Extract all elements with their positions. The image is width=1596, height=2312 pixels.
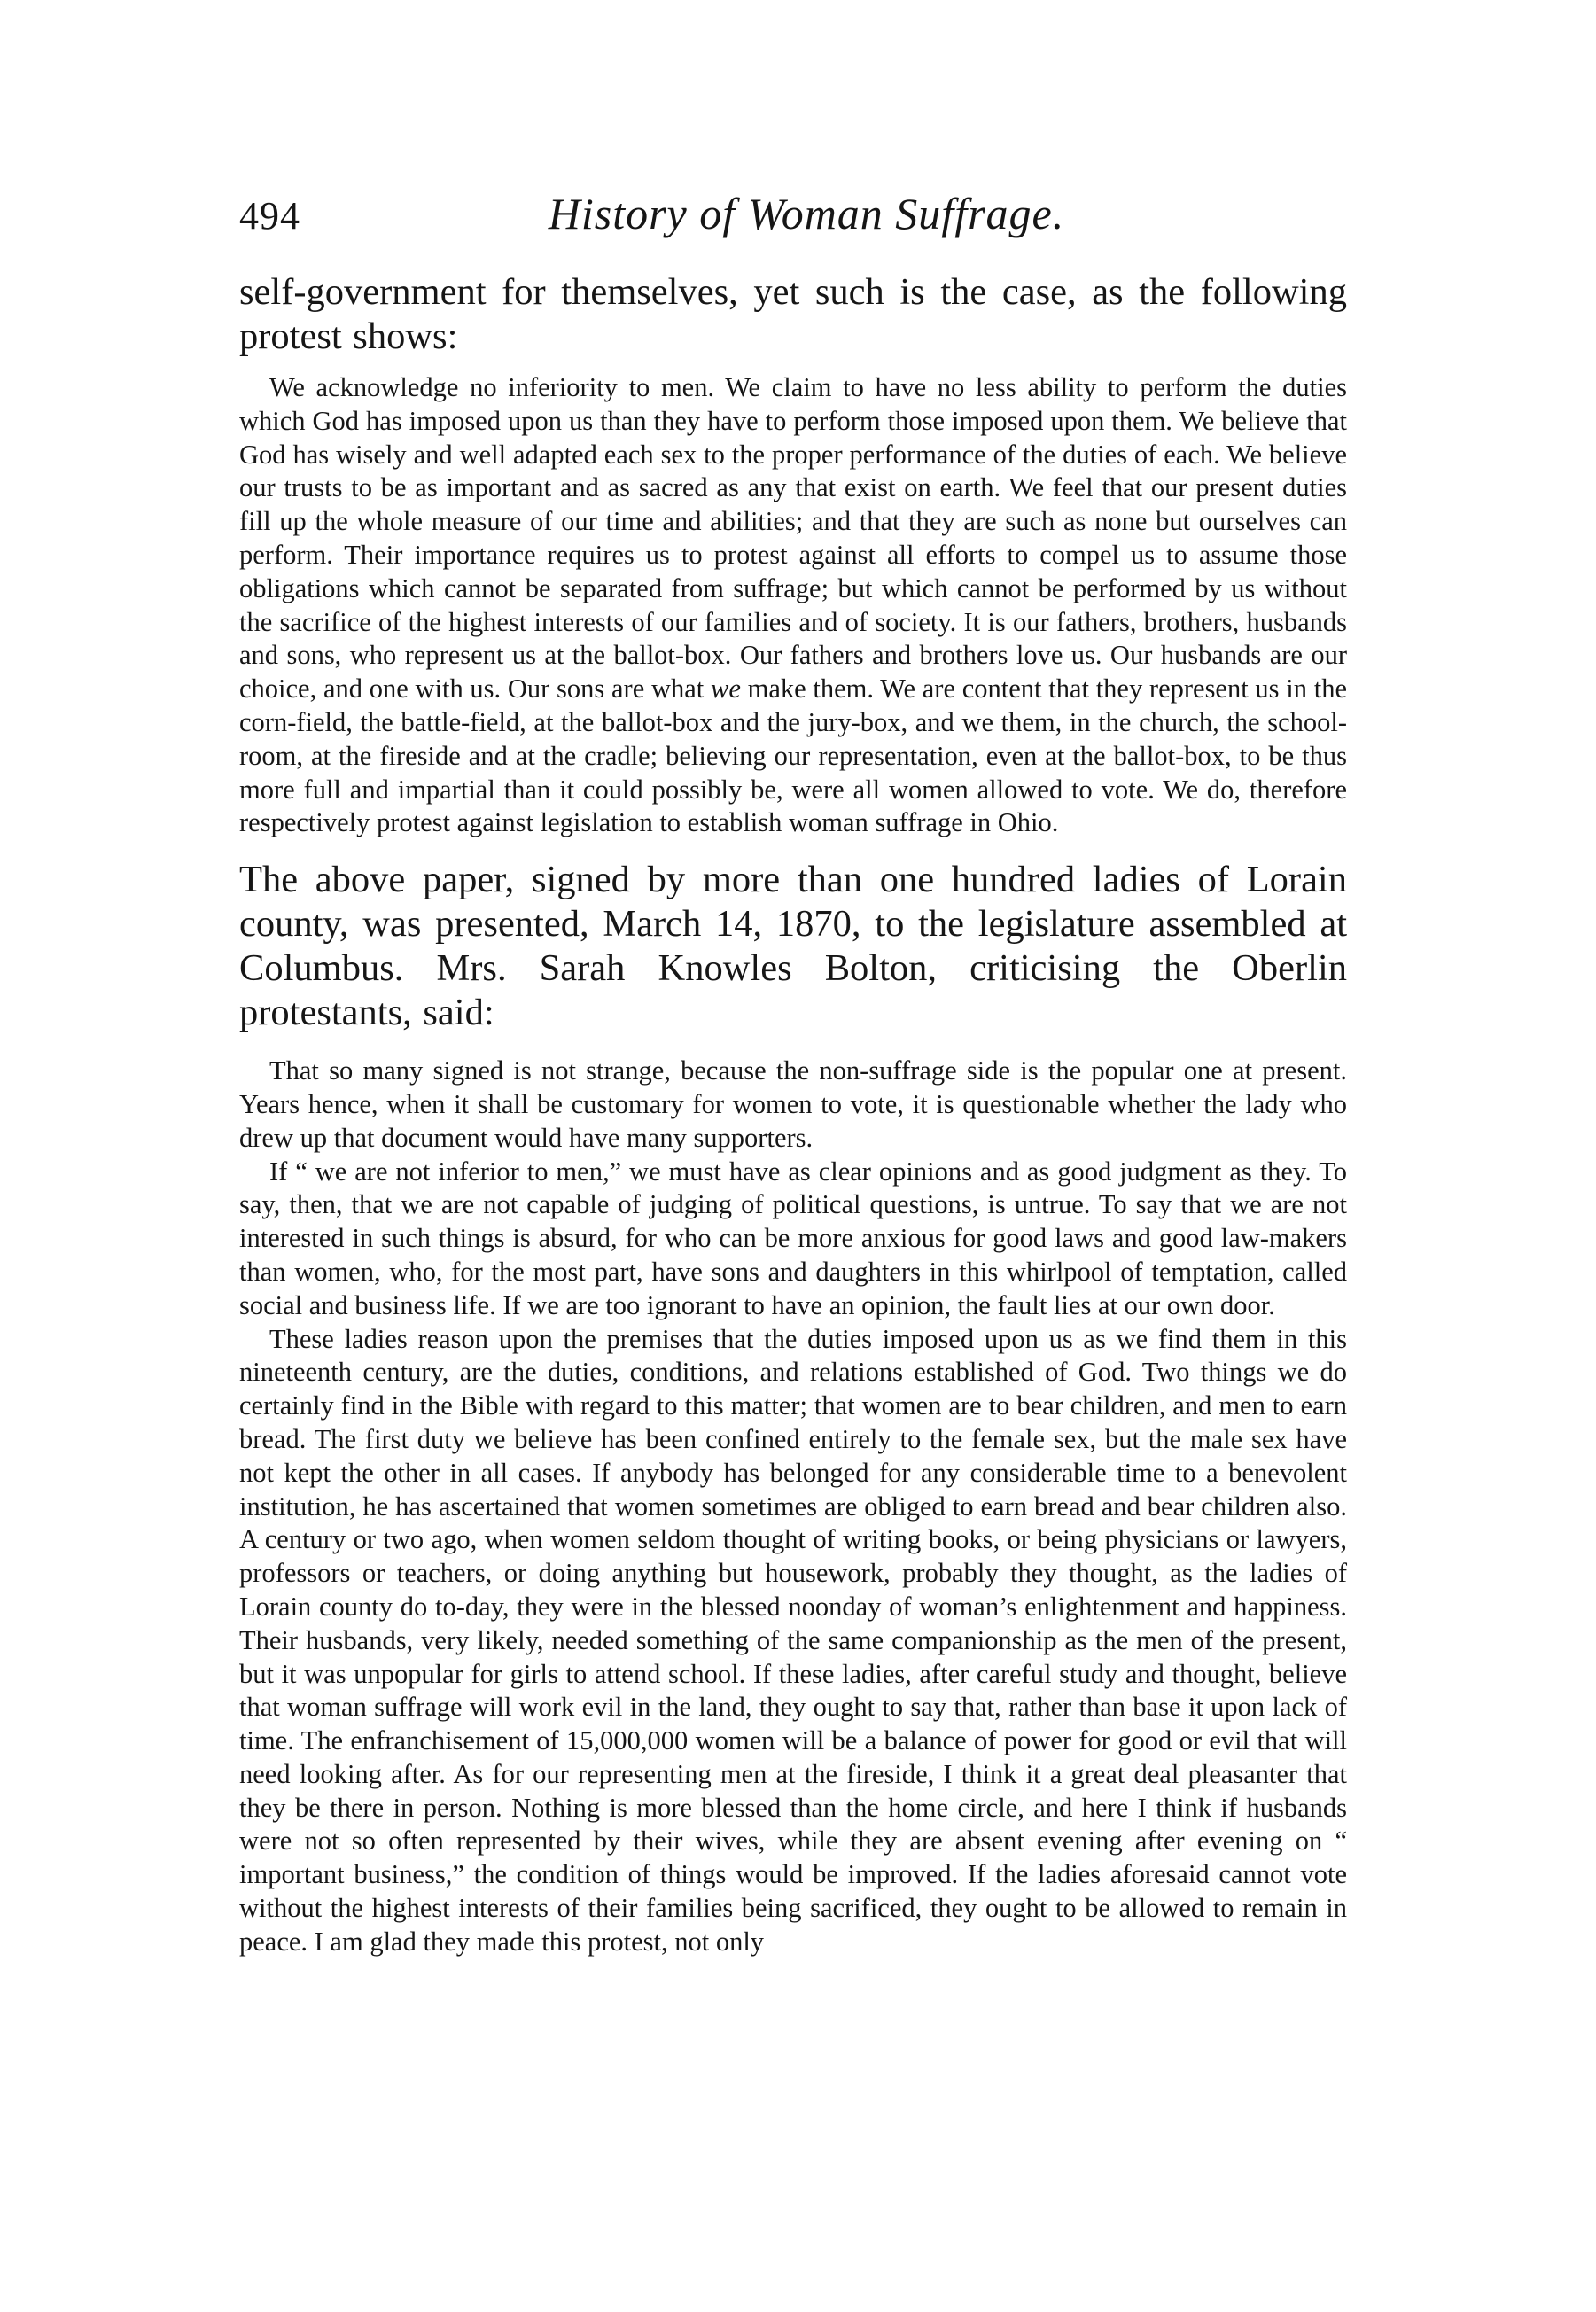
intro-paragraph: self-government for themselves, yet such is the case, as the following protest shows:	[239, 271, 1347, 357]
page-number: 494	[239, 194, 300, 237]
page-body	[239, 270, 1347, 1959]
protest-text-part-1: We acknowledge no inferiority to men. We claim to have no less ability to perform the duties which God has imposed upon us than they have to perform those imposed upon them. We believe that God has wisely and well adapted each sex to the proper performance of the duties of each. We believe our trusts to be as important and as sacred as any that exist on earth. We feel that our present duties fill up the whole measure of our time and abilities; and that they are such as none but ourselves can perform. Their importance requires us to protest against all efforts to compel us to assume those obligations which cannot be separated from suffrage; but which cannot be performed by us without the sacrifice of the highest interests of our families and of society. It is our fathers, brothers, husbands and sons, who represent us at the ballot-box. Our fathers and brothers love us. Our husbands are our choice, and one with us. Our sons are what	[239, 372, 1347, 704]
page-header	[239, 188, 1374, 250]
protest-quote	[239, 371, 1347, 840]
bolton-paragraph-1: That so many signed is not strange, because the non-suffrage side is the popular one at present. Years hence, when it shall be customary for women to vote, it is questionable whether the lady who drew up that document would have many supporters.	[239, 1055, 1347, 1153]
bolton-paragraph-3: These ladies reason upon the premises that the duties imposed upon us as we find them in this nineteenth century, are the duties, conditions, and relations established of God. Two things we do certainly find in the Bible with regard to this matter; that women are to bear children, and men to earn bread. The first duty we believe has been confined entirely to the female sex, but the male sex have not kept the other in all cases. If anybody has belonged for any considerable time to a benevolent institution, he has ascertained that women sometimes are obliged to earn bread and bear children also. A century or two ago, when women seldom thought of writing books, or being physicians or lawyers, professors or teachers, or doing anything but housework, probably they thought, as the ladies of Lorain county do to-day, they were in the blessed noonday of woman’s enlightenment and happiness. Their husbands, very likely, needed something of the same companionship as the men of the present, but it was unpopular for girls to attend school. If these ladies, after careful study and thought, believe that woman suffrage will work evil in the land, they ought to say that, rather than base it upon lack of time. The enfranchisement of 15,000,000 women will be a balance of power for good or evil that will need looking after. As for our representing men at the fireside, I think it a great deal pleasanter that they be there in person. Nothing is more blessed than the home circle, and here I think if husbands were not so often represented by their wives, while they are absent evening after evening on “ important business,” the condition of things would be improved. If the ladies aforesaid cannot vote without the highest interests of their families being sacrificed, they ought to be allowed to remain in peace. I am glad they made this protest, not only	[239, 1323, 1347, 1957]
protest-text-part-2: make them. We are content that they represent us in the corn-field, the battle-field, at the ballot-box and the jury-box, and we them, in the church, the school-room, at the fireside and at the cradle; believing our representation, even at the ballot-box, to be thus more full and impartial than it could possibly be, were all women allowed to vote. We do, therefore respectively protest against legislation to establish woman suffrage in Ohio.	[239, 673, 1347, 838]
narrative-paragraph: The above paper, signed by more than one hundred ladies of Lorain county, was presented, March 14, 1870, to the legislature assembled at Columbus. Mrs. Sarah Knowles Bolton, criticising the Oberlin protestants, said:	[239, 859, 1347, 1034]
running-title: History of Woman Suffrage.	[548, 189, 1065, 238]
protest-paragraph	[239, 371, 1347, 840]
bolton-quote	[239, 1055, 1347, 1959]
bolton-paragraph-2: If “ we are not inferior to men,” we must have as clear opinions and as good judgment as they. To say, then, that we are not capable of judging of political questions, is untrue. To say that we are not interested in such things is absurd, for who can be more anxious for good laws and good law-makers than women, who, for the most part, have sons and daughters in this whirlpool of temptation, called social and business life. If we are too ignorant to have an opinion, the fault lies at our own door.	[239, 1156, 1347, 1320]
protest-emphasis: we	[710, 673, 741, 704]
